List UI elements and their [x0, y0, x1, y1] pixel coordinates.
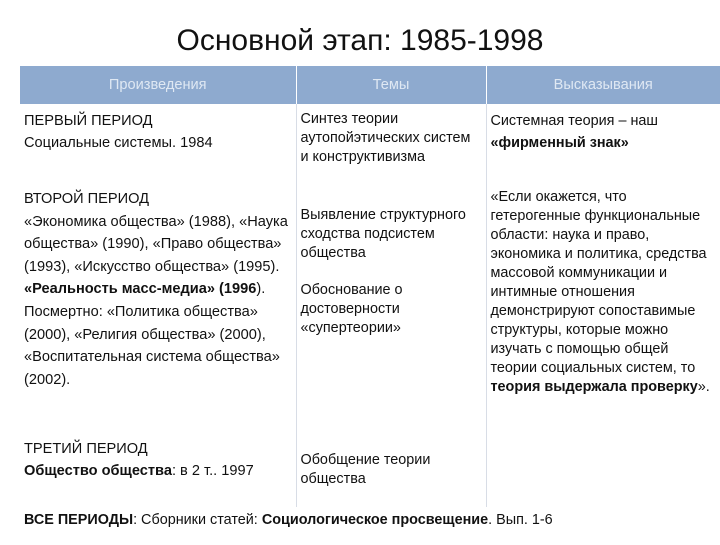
- table-row: [20, 435, 720, 507]
- all-periods-bold: Социологическое просвещение: [261, 512, 489, 528]
- period-label: ВТОРОЙ ПЕРИОД: [24, 191, 150, 207]
- statement-cell: [486, 184, 720, 435]
- statement-bold: «фирменный знак»: [490, 135, 629, 151]
- statement-bold: теория выдержала проверку: [490, 379, 698, 395]
- works-cell: [20, 435, 296, 507]
- table-row: [20, 184, 720, 435]
- statement-text: «Если окажется, что гетерогенные функциональные области: наука и право, экономика и политика, средства массовой коммуникации и интимные отношения демонстрируют сопоставимые структуры, которые можно изучать с помощью общей теории социальных систем, то: [490, 189, 707, 376]
- statement-cell: [486, 104, 720, 184]
- works-bold: «Реальность масс-медиа» (1996: [24, 281, 257, 298]
- works-list: «Экономика общества» (1988), «Наука общества» (1990), «Право общества» (1993), «Искусство общества» (1995).: [24, 213, 288, 275]
- work-title: Социальные системы. 1984: [24, 135, 213, 151]
- period-label: ТРЕТИЙ ПЕРИОД: [24, 441, 148, 457]
- statement-text: Системная теория – наш: [490, 113, 658, 129]
- works-bold: Общество общества: [24, 463, 172, 479]
- statement-end: ».: [697, 379, 710, 395]
- all-periods-cell: [20, 507, 720, 545]
- theme-text: Выявление структурного сходства подсистем общества: [300, 207, 466, 261]
- works-cell: [20, 184, 296, 435]
- periods-table: [20, 66, 720, 545]
- all-periods-text: : Сборники статей:: [133, 512, 262, 528]
- header-themes: Темы: [296, 66, 486, 104]
- works-list-cont: ). Посмертно: «Политика общества» (2000), «Религия общества» (2000), «Воспитательная система общества» (2002).: [24, 281, 280, 388]
- all-periods-label: ВСЕ ПЕРИОДЫ: [24, 512, 134, 528]
- theme-cell: Синтез теории аутопойэтических систем и конструктивизма: [296, 104, 486, 184]
- theme-text: Обобщение теории общества: [300, 452, 431, 487]
- theme-cell: [296, 435, 486, 507]
- theme-text: Обоснование о достоверности «супертеории»: [300, 282, 403, 336]
- works-cell: [20, 104, 296, 184]
- table-row: [20, 507, 720, 545]
- statement-cell: [486, 435, 720, 507]
- all-periods-end: . Вып. 1-6: [488, 512, 553, 528]
- slide-title: Основной этап: 1985-1998: [176, 24, 544, 57]
- table-row: [20, 104, 720, 184]
- theme-cell: [296, 184, 486, 435]
- period-label: ПЕРВЫЙ ПЕРИОД: [24, 113, 153, 129]
- works-text: : в 2 т.. 1997: [171, 463, 254, 479]
- table-header-row: [20, 66, 720, 104]
- header-works: Произведения: [20, 66, 296, 104]
- header-statements: Высказывания: [486, 66, 720, 104]
